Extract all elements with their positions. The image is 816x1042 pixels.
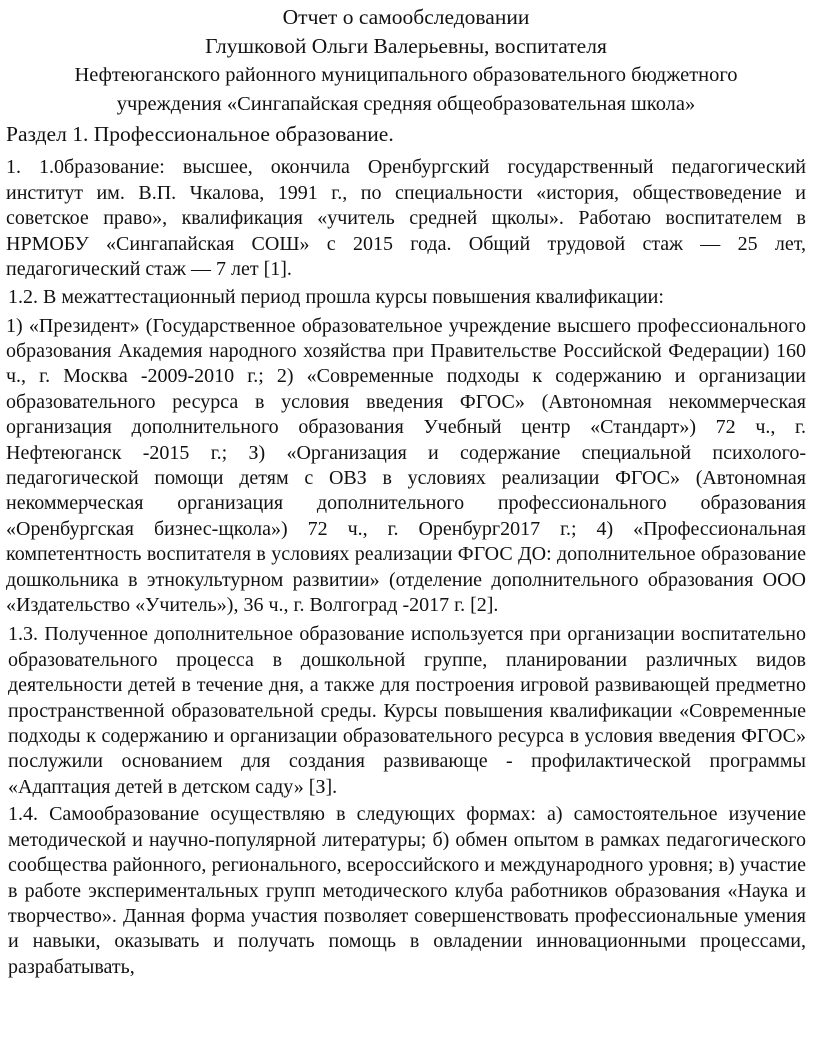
section-heading: Раздел 1. Профессиональное образование. <box>6 122 394 146</box>
report-author: Глушковой Ольги Валерьевны, воспитателя <box>205 34 607 58</box>
report-title: Отчет о самообследовании <box>282 5 530 29</box>
report-institution-line1: Нефтеюганского районного муниципального образовательного бюджетного <box>74 64 738 86</box>
paragraph-education-usage: 1.3. Полученное дополнительное образование используется при организации воспитательно образовательного процесса в дошкольной группе, планировании различных видов деятельности детей в течение дня, а также для построения игровой развивающей предметно пространственной образовательной среды. Курсы повышения квалификации «Современные подходы к содержанию и организации образовательного ресурса в условия введения ФГОС» послужили основанием для создания развивающе - профилактической программы «Адаптация детей в детском саду» [З]. <box>8 623 806 798</box>
document-page <box>6 0 806 1042</box>
report-institution-line2: учреждения «Сингапайская средняя общеобразовательная школа» <box>116 93 696 115</box>
paragraph-courses-intro: 1.2. В межаттестационный период прошла курсы повышения квалификации: <box>8 285 664 308</box>
paragraph-courses-list: 1) «Президент» (Государственное образовательное учреждение высшего профессионального образования Академия народного хозяйства при Правительстве Российской Федерации) 160 ч., г. Москва -2009-2010 г.; 2) «Современные подходы к содержанию и организации образовательного ресурса в условия введения ФГОС» (Автономная некоммерческая организация дополнительного образования Учебный центр «Стандарт») 72 ч., г. Нефтеюганск -2015 г.; З) «Организация и содержание специальной психолого-педагогической помощи детям с ОВЗ в условиях реализации ФГОС» (Автономная некоммерческая организация дополнительного профессионального образования «Оренбургская бизнес-щкола») 72 ч., г. Оренбург2017 г.; 4) «Профессиональная компетентность воспитателя в условиях реализации ФГОС ДО: дополнительное образование дошкольника в этнокультурном развитии» (отделение дополнительного образования ООО «Издательство «Учитель»), 36 ч., г. Волгоград -2017 г. [2]. <box>6 314 806 617</box>
paragraph-self-education: 1.4. Самообразование осуществляю в следующих формах: а) самостоятельное изучение методической и научно-популярной литературы; б) обмен опытом в рамках педагогического сообщества районного, регионального, всероссийского и международного уровня; в) участие в работе экспериментальных групп методического клуба работников образования «Наука и творчество». Данная форма участия позволяет совершенствовать профессиональные умения и навыки, оказывать и получать помощь в овладении инновационными процессами, разрабатывать, <box>8 803 806 978</box>
paragraph-education: 1. 1.0бразование: высшее, окончила Оренбургский государственный педагогический институт им. В.П. Чкалова, 1991 г., по специальности «история, обществоведение и советское право», квалификация «учитель средней щколы». Работаю воспитателем в НРМОБУ «Сингапайская СОШ» с 2015 года. Общий трудовой стаж — 25 лет, педагогический стаж — 7 лет [1]. <box>6 156 806 281</box>
report-header <box>6 0 806 119</box>
